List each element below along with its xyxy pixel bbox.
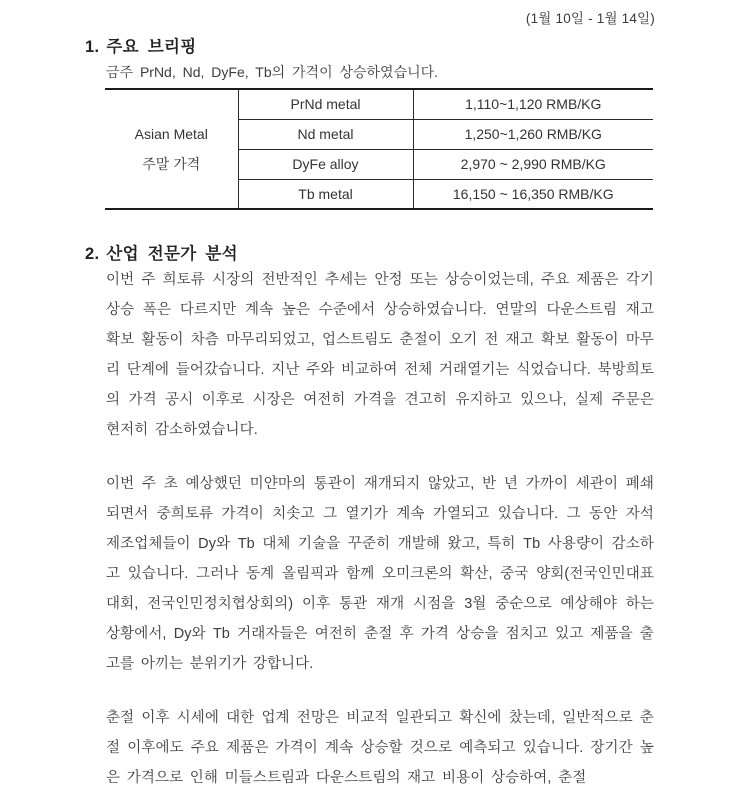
source-line-2: 주말 가격 <box>142 156 201 172</box>
section-1-title: 주요 브리핑 <box>106 38 197 56</box>
section-1-heading <box>85 33 196 57</box>
briefing-intro-text: 금주 PrNd, Nd, DyFe, Tb의 가격이 상승하였습니다. <box>106 64 439 80</box>
product-price: 1,250~1,260 RMB/KG <box>413 119 653 149</box>
table-row <box>105 89 653 119</box>
product-name: DyFe alloy <box>238 149 413 179</box>
analysis-paragraph: 이번 주 초 예상했던 미얀마의 통관이 재개되지 않았고, 반 년 가까이 세관이 폐쇄되면서 중희토류 가격이 치솟고 그 열기가 계속 가열되고 있습니다. 그 동안 자석 제조업체들이 Dy와 Tb 대체 기술을 꾸준히 개발해 왔고, 특히 Tb 사용량이 감소하고 있습니다. 그러나 동계 올림픽과 함께 오미크론의 확산, 중국 양회(전국인민대표대회, 전국인민정치협상회의) 이후 통관 재개 시점을 3월 중순으로 예상해야 하는 상황에서, Dy와 Tb 거래자들은 여전히 춘절 후 가격 상승을 점치고 있고 제품을 출고를 아끼는 분위기가 강합니다. <box>106 476 654 672</box>
weekend-price-table <box>105 88 653 210</box>
report-date-range: (1월 10일 - 1월 14일) <box>525 11 655 26</box>
source-line-1: Asian Metal <box>134 126 208 142</box>
section-1-number: 1. <box>85 38 100 56</box>
section-2-heading <box>85 240 238 264</box>
product-price: 1,110~1,120 RMB/KG <box>413 89 653 119</box>
product-price: 16,150 ~ 16,350 RMB/KG <box>452 185 614 202</box>
section-2-number: 2. <box>85 245 100 263</box>
analysis-body <box>106 265 654 793</box>
product-name: Tb metal <box>238 179 413 209</box>
product-name: Nd metal <box>238 119 413 149</box>
product-name: PrNd metal <box>238 89 413 119</box>
section-2-title: 산업 전문가 분석 <box>106 245 238 263</box>
product-price: 2,970 ~ 2,990 RMB/KG <box>413 149 653 179</box>
analysis-paragraph: 춘절 이후 시세에 대한 업계 전망은 비교적 일관되고 확신에 찼는데, 일반적으로 춘절 이후에도 주요 제품은 가격이 계속 상승할 것으로 예측되고 있습니다. 장기간 높은 가격으로 인해 미들스트림과 다운스트림의 재고 비용이 상승하여, 춘절 <box>106 710 654 786</box>
table-source-cell <box>105 89 238 209</box>
analysis-paragraph: 이번 주 희토류 시장의 전반적인 추세는 안정 또는 상승이었는데, 주요 제품은 각기 상승 폭은 다르지만 계속 높은 수준에서 상승하였습니다. 연말의 다운스트림 재고 확보 활동이 차츰 마무리되었고, 업스트림도 춘절이 오기 전 재고 확보 활동이 마무리 단계에 들어갔습니다. 지난 주와 비교하여 전체 거래열기는 식었습니다. 북방희토의 가격 공시 이후로 시장은 여전히 가격을 견고히 유지하고 있으나, 실제 주문은 현저히 감소하였습니다. <box>106 272 654 438</box>
